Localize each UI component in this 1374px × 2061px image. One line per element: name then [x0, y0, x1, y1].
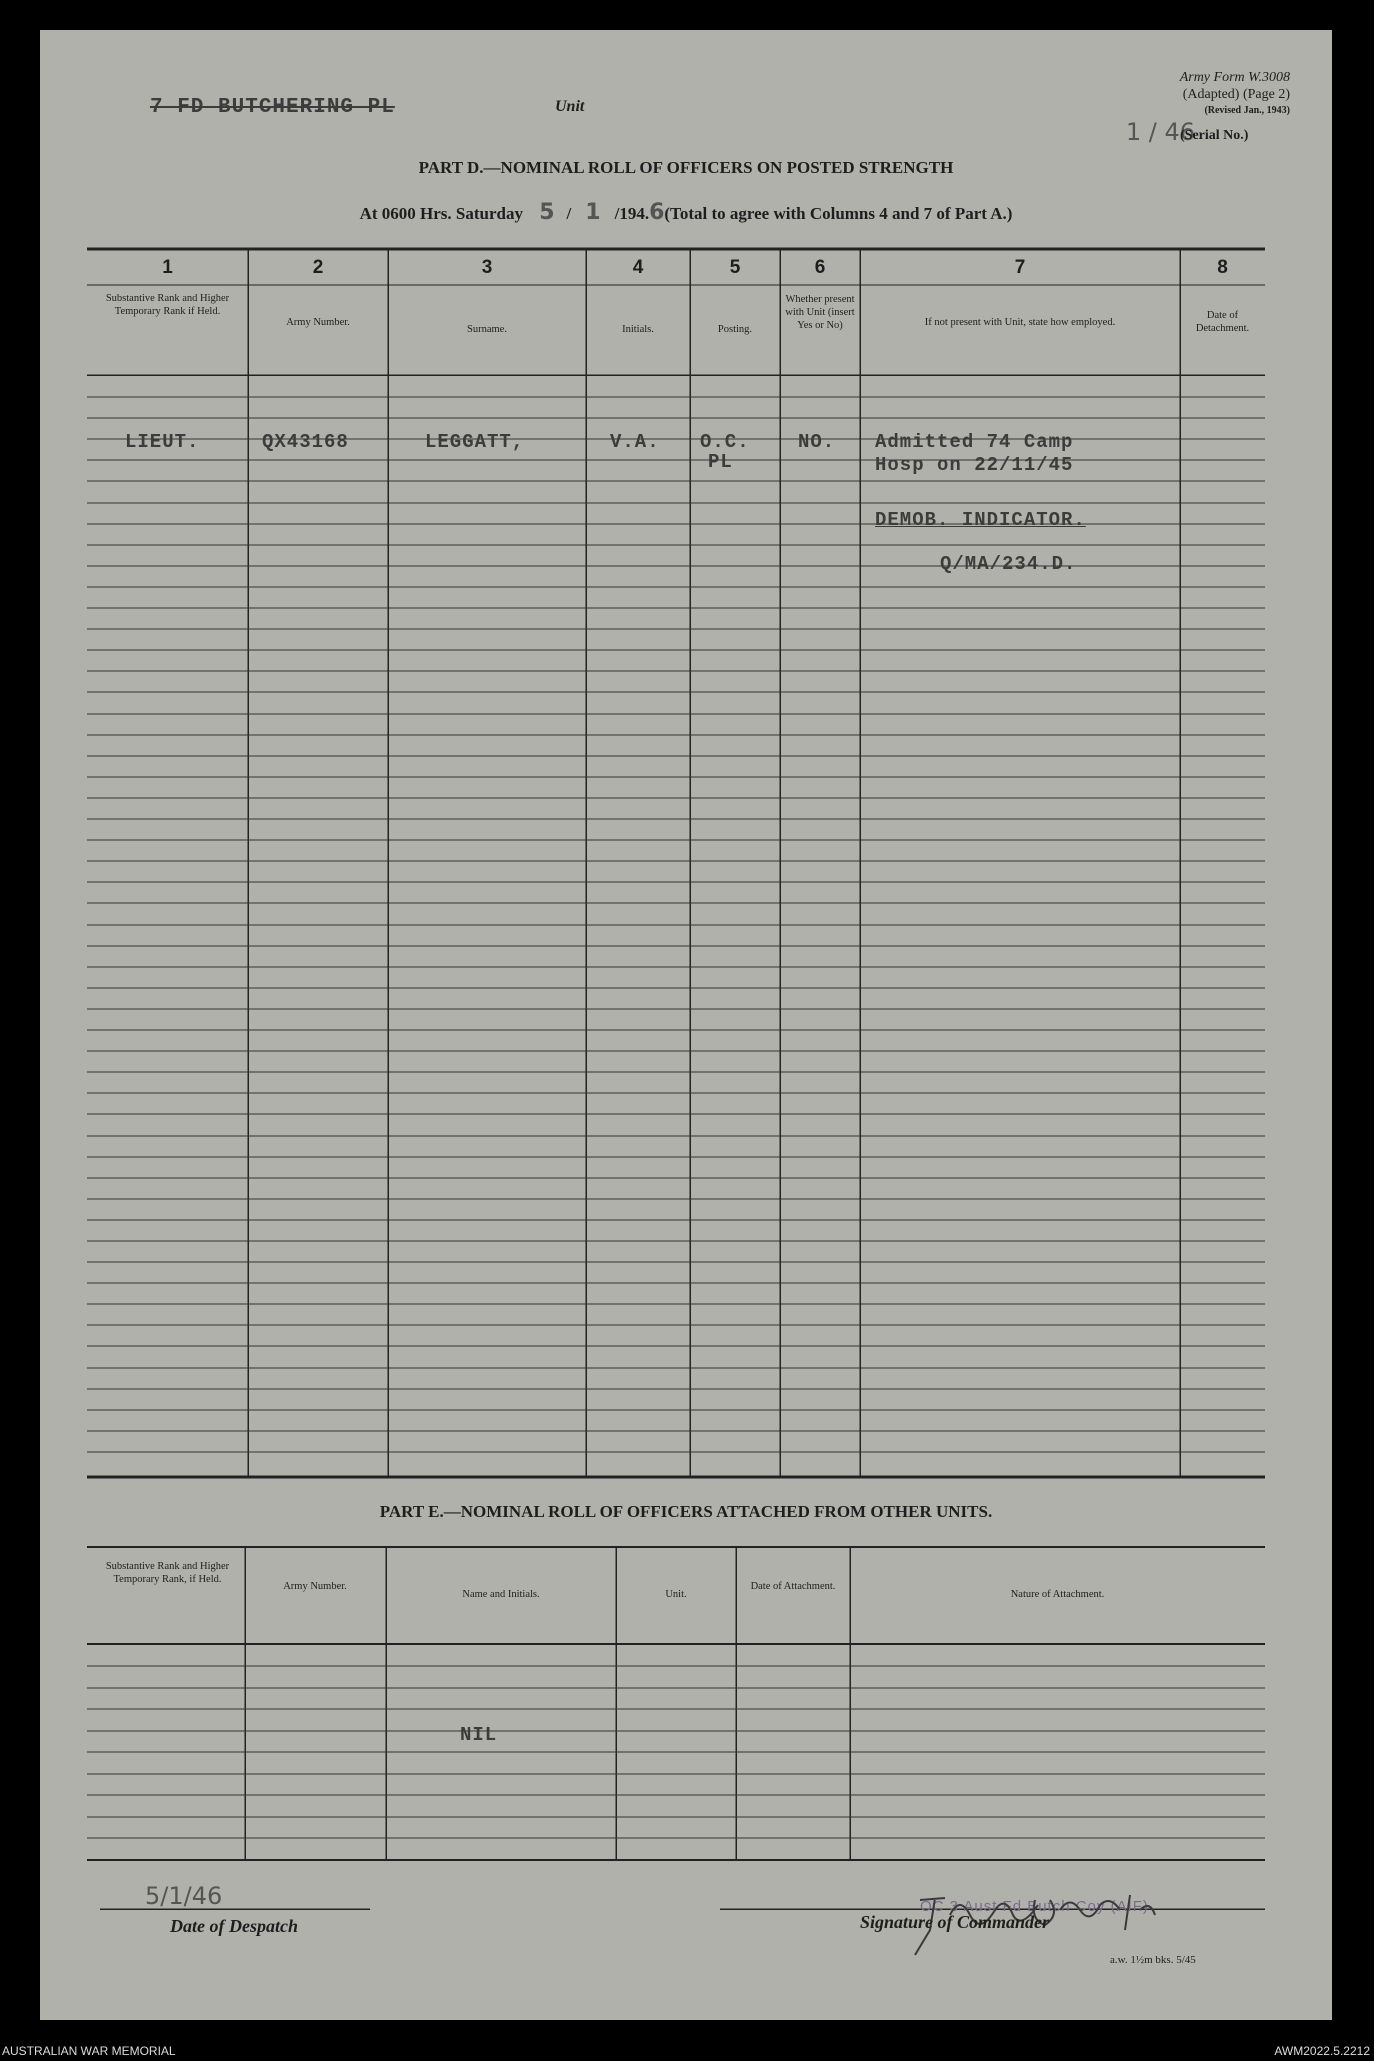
date-prefix: At 0600 Hrs. Saturday	[359, 204, 523, 223]
col-number-7: 7	[1014, 257, 1026, 278]
entry-employed-line2: Hosp on 22/11/45	[875, 454, 1074, 476]
col-header-rank: Substantive Rank and Higher Temporary Rank if Held.	[105, 293, 230, 317]
col-header-present: Whether present with Unit (insert Yes or No)	[785, 294, 855, 331]
e-header-army-number: Army Number.	[283, 1581, 347, 1592]
col-number-8: 8	[1217, 257, 1228, 278]
despatch-value: 5/1/46	[145, 1882, 223, 1910]
col-header-surname: Surname.	[467, 324, 507, 335]
col-header-posting: Posting.	[717, 324, 753, 335]
commander-stamp: OC 3 Aust Fd Butch Coy (AIF)	[920, 1898, 1149, 1915]
archive-right-label: AWM2022.5.2212	[1274, 2044, 1370, 2058]
col-number-6: 6	[814, 257, 826, 278]
serial-label: (Serial No.)	[1180, 128, 1249, 143]
e-header-name: Name and Initials.	[462, 1589, 540, 1600]
entry-employed-line4: Q/MA/234.D.	[940, 553, 1077, 575]
e-header-unit: Unit.	[665, 1589, 687, 1600]
date-year-prefix: /194.	[614, 204, 650, 223]
e-entry-nil: NIL	[460, 1724, 498, 1746]
unit-label: Unit	[555, 98, 585, 115]
form-title-line2: (Adapted) (Page 2)	[1182, 87, 1290, 102]
e-header-date: Date of Attachment.	[750, 1581, 836, 1592]
signature-label: Signature of Commander	[860, 1912, 1050, 1932]
entry-posting-line2: PL	[708, 451, 733, 473]
entry-rank: LIEUT.	[125, 431, 200, 453]
print-code: a.w. 1½m bks. 5/45	[1110, 1954, 1196, 1966]
date-year-digit: 6	[649, 200, 665, 225]
col-number-4: 4	[632, 257, 644, 278]
col-number-5: 5	[729, 257, 741, 278]
e-header-nature: Nature of Attachment.	[1010, 1589, 1105, 1600]
entry-employed-line1: Admitted 74 Camp	[875, 431, 1074, 453]
entry-present: NO.	[798, 431, 836, 453]
date-suffix: (Total to agree with Columns 4 and 7 of Part A.)	[664, 204, 1013, 223]
part-e-title: PART E.—NOMINAL ROLL OF OFFICERS ATTACHED FROM OTHER UNITS.	[379, 1502, 993, 1521]
entry-employed-line3: DEMOB. INDICATOR.	[875, 509, 1086, 531]
entry-surname: LEGGATT,	[425, 431, 525, 453]
entry-initials: V.A.	[610, 431, 660, 453]
col-number-2: 2	[312, 257, 324, 278]
part-d-title: PART D.—NOMINAL ROLL OF OFFICERS ON POSTED STRENGTH	[418, 158, 954, 177]
col-header-detachment: Date of Detachment.	[1195, 310, 1250, 334]
despatch-label: Date of Despatch	[170, 1916, 298, 1936]
col-number-1: 1	[162, 257, 173, 278]
serial-value: 1 / 46	[1125, 118, 1195, 146]
col-number-3: 3	[481, 257, 493, 278]
form-page	[40, 30, 1332, 2020]
date-day: 5	[539, 200, 555, 225]
form-title-line1: Army Form W.3008	[1179, 70, 1290, 85]
entry-army-number: QX43168	[262, 431, 349, 453]
date-sep1: /	[566, 204, 572, 223]
unit-value: 7 FD BUTCHERING PL	[150, 96, 395, 119]
archive-left-label: AUSTRALIAN WAR MEMORIAL	[2, 2044, 176, 2058]
col-header-employed: If not present with Unit, state how employed.	[924, 317, 1116, 328]
e-header-rank: Substantive Rank and Higher Temporary Rank, if Held.	[105, 1561, 230, 1585]
col-header-army-number: Army Number.	[286, 317, 350, 328]
col-header-initials: Initials.	[622, 324, 654, 335]
date-month: 1	[585, 200, 601, 225]
entry-posting-line1: O.C.	[700, 431, 750, 453]
form-title-line3: (Revised Jan., 1943)	[1204, 105, 1290, 116]
